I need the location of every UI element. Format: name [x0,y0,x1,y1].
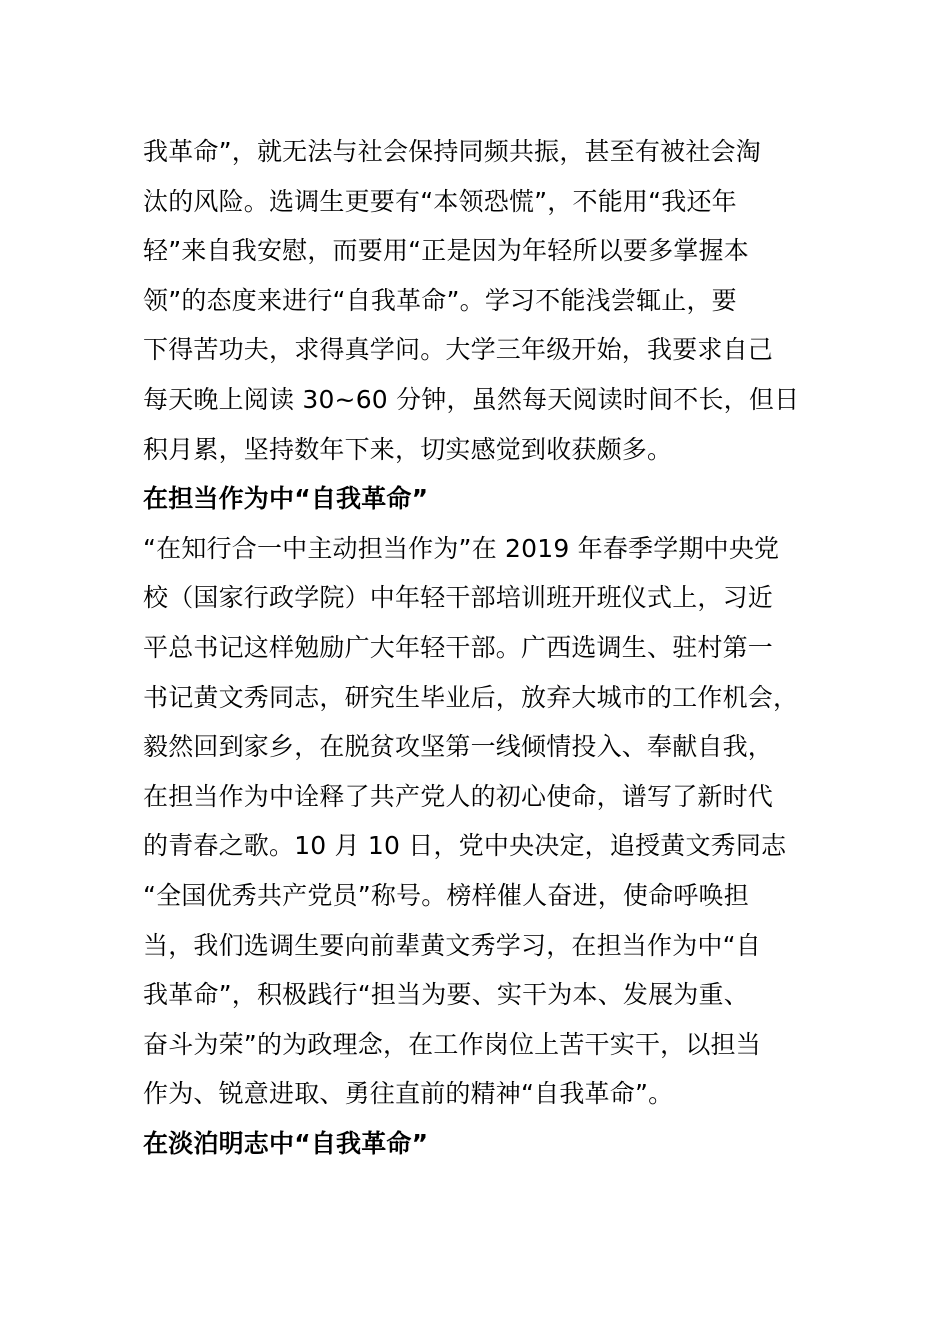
body-line: 书记黄文秀同志，研究生毕业后，放弃大城市的工作机会， [143,682,799,712]
body-line: 领”的态度来进行“自我革命”。学习不能浅尝辄止，要 [143,285,737,315]
body-line: 轻”来自我安慰，而要用“正是因为年轻所以要多掌握本 [143,236,749,266]
body-line: 汰的风险。选调生更要有“本领恐慌”，不能用“我还年 [143,186,737,216]
body-line: 下得苦功夫，求得真学问。大学三年级开始，我要求自己 [143,335,774,365]
body-line: 校（国家行政学院）中年轻干部培训班开班仪式上，习近 [143,583,774,613]
body-line: 我革命”，就无法与社会保持同频共振，甚至有被社会淘 [143,137,761,166]
body-line: 每天晚上阅读 30~60 分钟，虽然每天阅读时间不长，但日 [143,384,800,414]
section-heading: 在担当作为中“自我革命” [143,484,429,514]
body-line: “全国优秀共产党员”称号。榜样催人奋进，使命呼唤担 [143,880,749,910]
body-line: 在担当作为中诠释了共产党人的初心使命，谱写了新时代 [143,781,774,811]
body-line: “在知行合一中主动担当作为”在 2019 年春季学期中央党 [143,533,780,563]
body-line: 的青春之歌。10 月 10 日，党中央决定，追授黄文秀同志 [143,831,787,861]
section-heading: 在淡泊明志中“自我革命” [143,1128,429,1158]
document-body [143,127,823,1168]
body-line: 当，我们选调生要向前辈黄文秀学习，在担当作为中“自 [143,930,761,960]
body-line: 平总书记这样勉励广大年轻干部。广西选调生、驻村第一 [143,632,774,662]
body-line: 积月累，坚持数年下来，切实感觉到收获颇多。 [143,434,673,464]
body-line: 奋斗为荣”的为政理念，在工作岗位上苦干实干，以担当 [143,1029,761,1059]
body-line: 我革命”，积极践行“担当为要、实干为本、发展为重、 [143,980,749,1010]
body-line: 毅然回到家乡，在脱贫攻坚第一线倾情投入、奉献自我， [143,732,774,762]
body-line: 作为、锐意进取、勇往直前的精神“自我革命”。 [143,1079,674,1109]
